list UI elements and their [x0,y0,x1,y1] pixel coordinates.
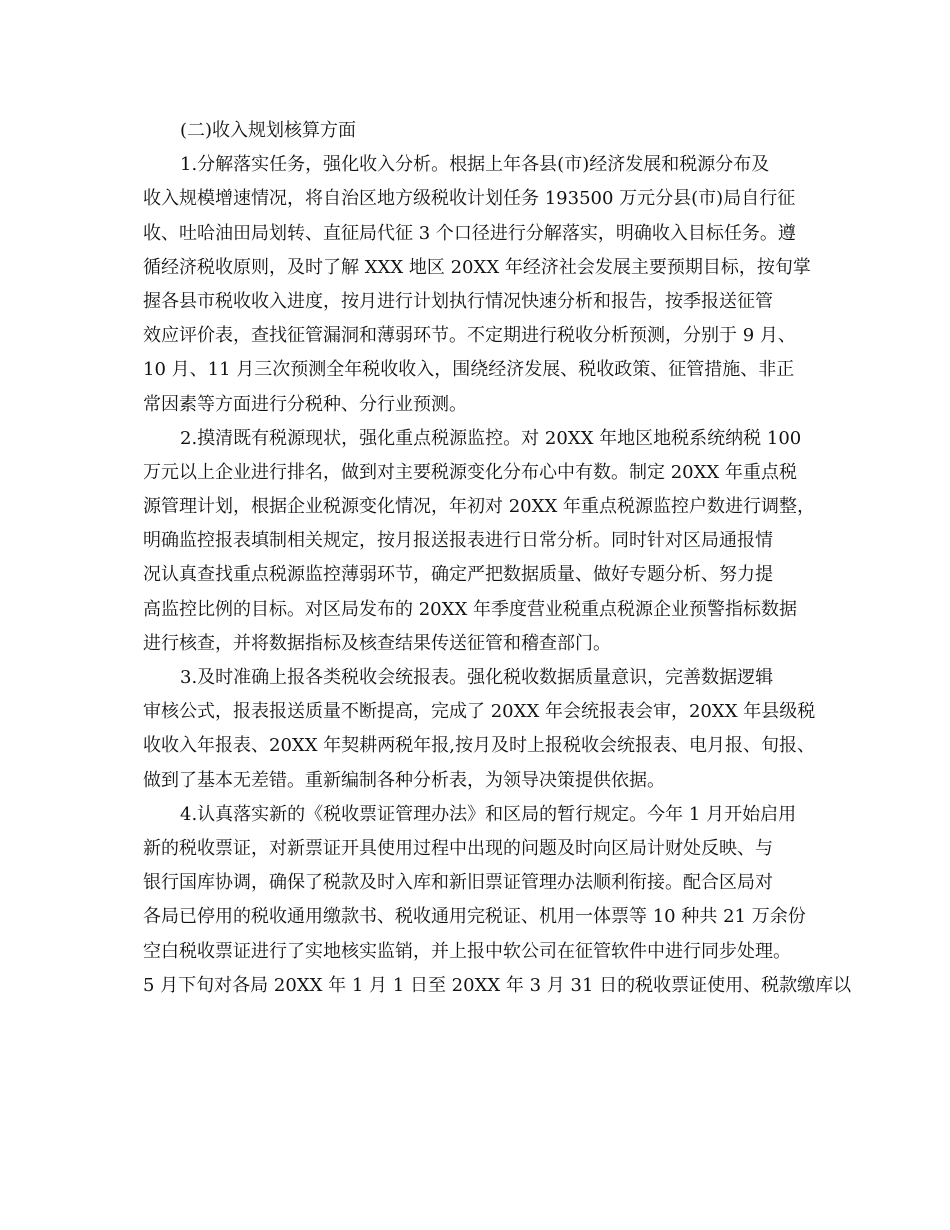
paragraph-1-line-1: 1.分解落实任务，强化收入分析。根据上年各县(市)经济发展和税源分布及 [180,154,770,176]
paragraph-3-line-2: 审核公式，报表报送质量不断提高，完成了 20XX 年会统报表会审，20XX 年县级税 [143,701,816,723]
paragraph-2-line-5: 况认真查找重点税源监控薄弱环节，确定严把数据质量、做好专题分析、努力提 [143,564,773,586]
paragraph-3-line-4: 做到了基本无差错。重新编制各种分析表，为领导决策提供依据。 [143,769,665,791]
paragraph-1-line-7: 10 月、11 月三次预测全年税收收入，围绕经济发展、税收政策、征管措施、非正 [143,359,795,381]
paragraph-1-line-5: 握各县市税收收入进度，按月进行计划执行情况快速分析和报告，按季报送征管 [143,290,773,312]
section-heading: (二)收入规划核算方面 [180,120,357,141]
paragraph-4-line-6: 5 月下旬对各局 20XX 年 1 月 1 日至 20XX 年 3 月 31 日的税收票证使用、税款缴库以 [143,974,852,996]
paragraph-2-line-1: 2.摸清既有税源现状，强化重点税源监控。对 20XX 年地区地税系统纳税 100 [180,427,802,449]
paragraph-4-line-1: 4.认真落实新的《税收票证管理办法》和区局的暂行规定。今年 1 月开始启用 [180,803,797,825]
paragraph-2-line-7: 进行核查，并将数据指标及核查结果传送征管和稽查部门。 [143,632,611,654]
paragraph-2-line-2: 万元以上企业进行排名，做到对主要税源变化分布心中有数。制定 20XX 年重点税 [143,461,797,483]
paragraph-4-line-4: 各局已停用的税收通用缴款书、税收通用完税证、机用一体票等 10 种共 21 万余份 [143,906,806,928]
paragraph-1-line-2: 收入规模增速情况，将自治区地方级税收计划任务 193500 万元分县(市)局自行征 [143,188,796,210]
paragraph-2-line-4: 明确监控报表填制相关规定，按月报送报表进行日常分析。同时针对区局通报情 [143,530,773,552]
paragraph-3-line-1: 3.及时准确上报各类税收会统报表。强化税收数据质量意识，完善数据逻辑 [180,667,774,688]
paragraph-4-line-3: 银行国库协调，确保了税款及时入库和新旧票证管理办法顺利衔接。配合区局对 [143,872,773,894]
document-body [143,114,852,1003]
paragraph-1-line-6: 效应评价表，查找征管漏洞和薄弱环节。不定期进行税收分析预测，分别于 9 月、 [143,325,796,347]
paragraph-4-line-5: 空白税收票证进行了实地核实监销，并上报中软公司在征管软件中进行同步处理。 [143,940,791,962]
paragraph-1-line-8: 常因素等方面进行分税种、分行业预测。 [143,393,467,415]
paragraph-1-line-3: 收、吐哈油田局划转、直征局代征 3 个口径进行分解落实，明确收入目标任务。遵 [143,222,796,244]
paragraph-2-line-3: 源管理计划，根据企业税源变化情况，年初对 20XX 年重点税源监控户数进行调整， [143,496,815,518]
paragraph-1-line-4: 循经济税收原则，及时了解 XXX 地区 20XX 年经济社会发展主要预期目标，按旬掌 [143,256,811,278]
paragraph-3-line-3: 收收入年报表、20XX 年契耕两税年报,按月及时上报税收会统报表、电月报、旬报、 [143,735,815,757]
paragraph-4-line-2: 新的税收票证，对新票证开具使用过程中出现的问题及时向区局计财处反映、与 [143,837,773,859]
paragraph-2-line-6: 高监控比例的目标。对区局发布的 20XX 年季度营业税重点税源企业预警指标数据 [143,598,797,620]
